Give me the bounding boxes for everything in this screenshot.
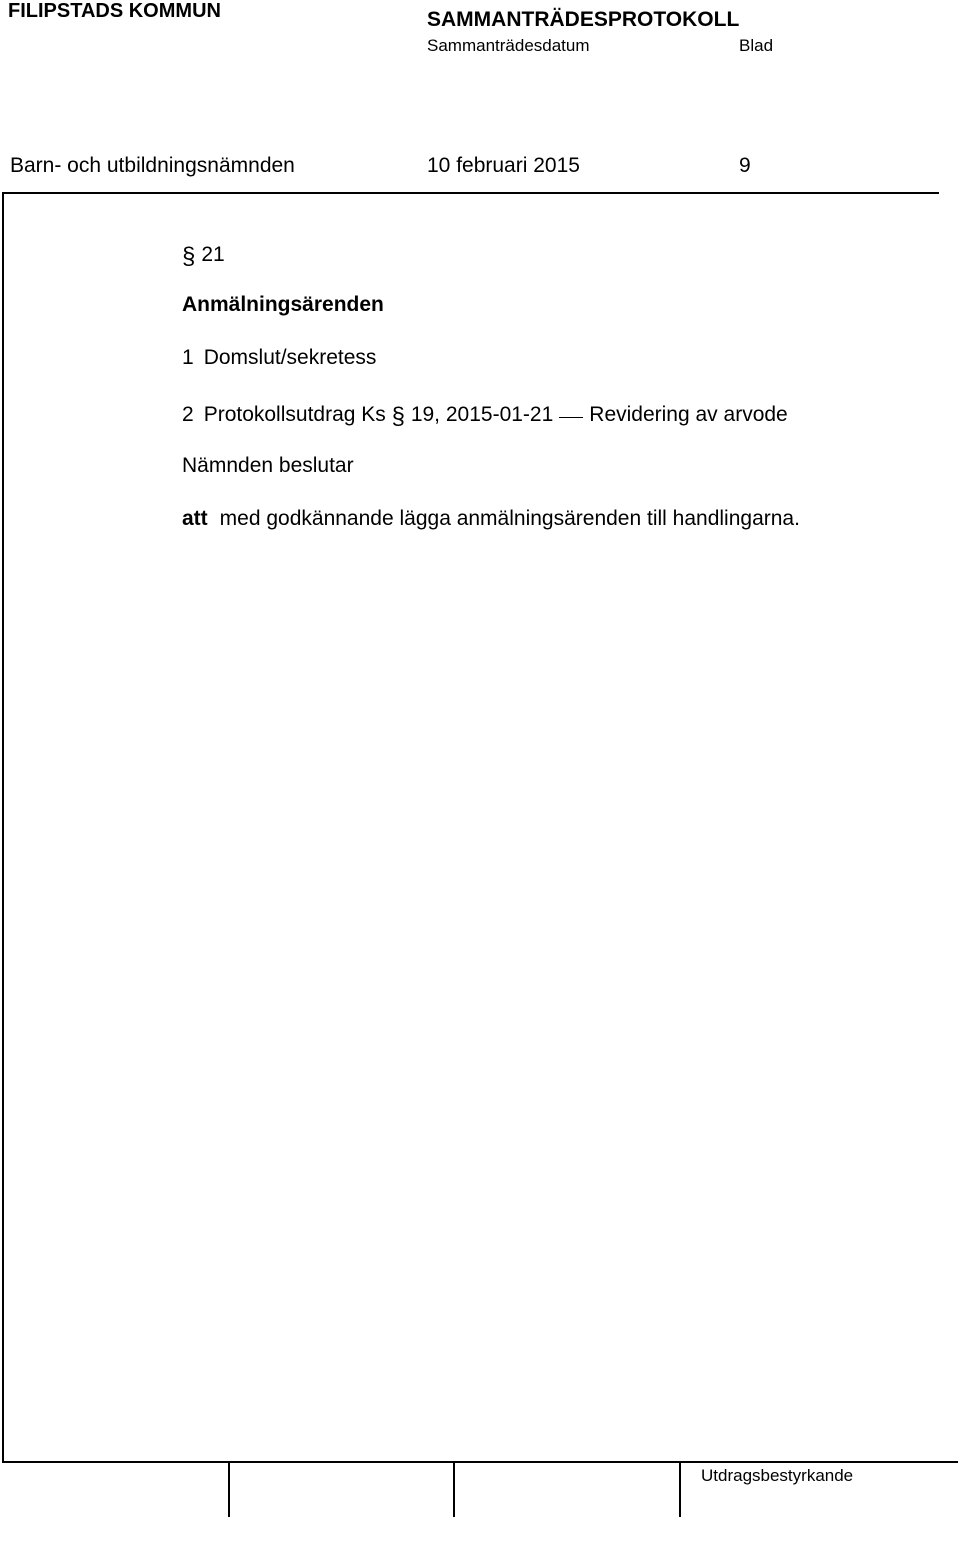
section-symbol: § (391, 403, 405, 430)
signature-box-divider (679, 1461, 681, 1517)
list-item-subject: Revidering av arvode (589, 403, 788, 426)
paragraph-number-value: 21 (201, 243, 225, 266)
decision-intro: Nämnden beslutar (182, 454, 354, 477)
footer-rule (2, 1461, 958, 1463)
list-item-text: Protokollsutdrag Ks (203, 403, 386, 426)
list-item-text: Domslut/sekretess (203, 346, 377, 369)
certification-label: Utdragsbestyrkande (701, 1466, 854, 1485)
board-name: Barn- och utbildningsnämnden (10, 154, 295, 177)
list-item-number: 2 (182, 403, 194, 426)
signature-box-divider (228, 1461, 230, 1517)
frame-left-rule (2, 192, 4, 1462)
signature-box-divider (453, 1461, 455, 1517)
list-item (182, 400, 788, 428)
frame-top-rule (2, 192, 939, 194)
document-type: SAMMANTRÄDESPROTOKOLL (427, 8, 740, 31)
meeting-date-label: Sammanträdesdatum (427, 36, 590, 55)
meeting-date: 10 februari 2015 (427, 154, 580, 177)
decision-keyword: att (182, 507, 208, 530)
page-number: 9 (739, 154, 751, 177)
list-item (182, 346, 376, 370)
decision-line (182, 507, 800, 531)
section-symbol: § (182, 243, 196, 270)
decision-text: med godkännande lägga anmälningsärenden till handlingarna. (219, 507, 800, 530)
dash-separator (559, 417, 583, 418)
page-label: Blad (739, 36, 774, 55)
list-item-number: 1 (182, 346, 194, 369)
paragraph-number (182, 240, 225, 268)
paragraph-title: Anmälningsärenden (182, 293, 384, 316)
organization-name: FILIPSTADS KOMMUN (8, 0, 221, 22)
list-item-reference: 19, 2015-01-21 (410, 403, 554, 426)
